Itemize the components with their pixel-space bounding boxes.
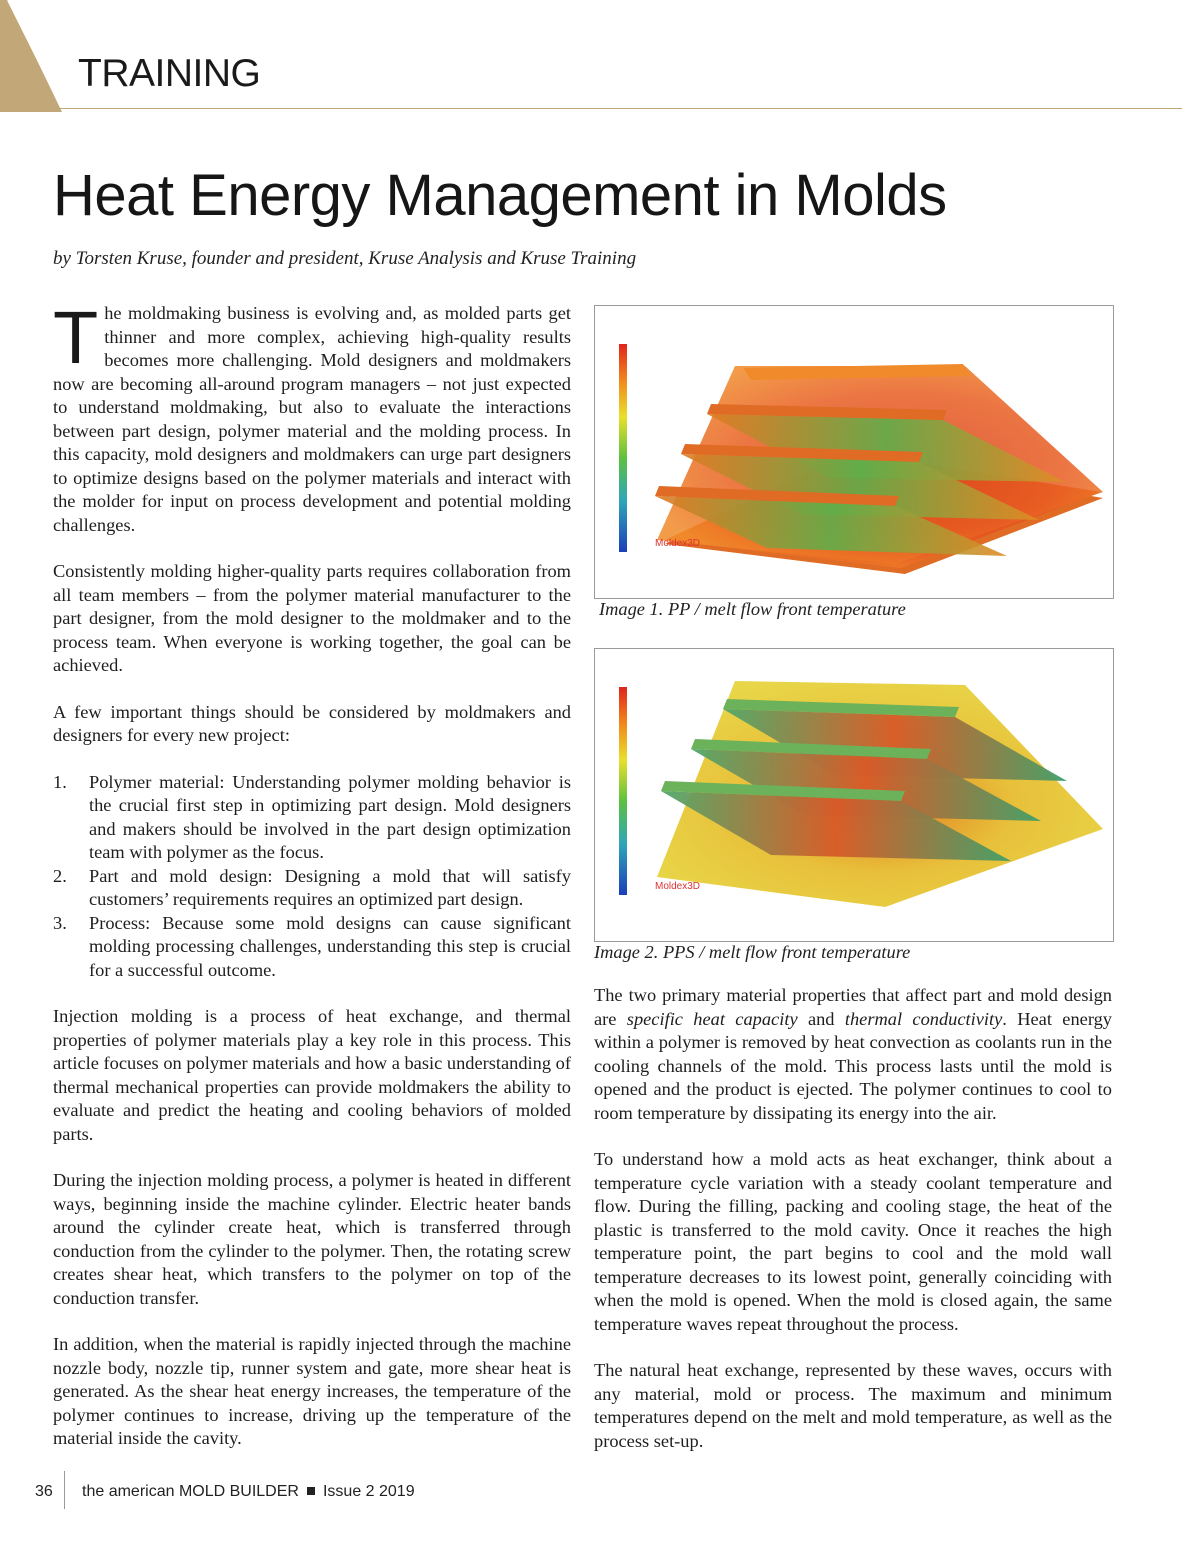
paragraph-collaboration: Consistently molding higher-quality parts requires collaboration from all team members – from the polymer material manufacturer to the part designer, from the mold designer to the moldmaker and to the process team. When everyone is working together, the goal can be achieved.	[53, 561, 571, 675]
paragraph-heat-exchange: Injection molding is a process of heat exchange, and thermal properties of polymer materials play a key role in this process. This article focuses on polymer materials and how a basic understanding of thermal mechanical properties can provide moldmakers the ability to evaluate and predict the heating and cooling behaviors of molded parts.	[53, 1006, 571, 1144]
figure-1-caption: Image 1. PP / melt flow front temperature	[599, 599, 906, 619]
list-number: 3.	[53, 912, 67, 933]
page-number: 36	[35, 1483, 53, 1500]
list-number: 2.	[53, 865, 67, 886]
list-item	[53, 865, 571, 912]
text-run: . Heat energy within a polymer is removed by heat convection as coolants run in the cooling channels of the mold. This process lasts until the mold is opened and the product is ejected. The polymer continues to cool to room temperature by dissipating its energy into the air.	[594, 1008, 1112, 1123]
figure-pp-simulation	[594, 305, 1114, 599]
pp-temperature-plot	[595, 306, 1113, 588]
paragraph-injection-process: During the injection molding process, a polymer is heated in different ways, beginning inside the machine cylinder. Electric heater bands around the cylinder create heat, which is transferred through conduction from the cylinder to the polymer. Then, the rotating screw creates shear heat, which transfers to the polymer on top of the conduction transfer.	[53, 1170, 571, 1308]
list-item	[53, 912, 571, 983]
paragraph-considerations: A few important things should be considered by moldmakers and designers for every new project:	[53, 701, 571, 745]
list-text: Part and mold design: Designing a mold that will satisfy customers’ requirements requires an optimized part design.	[89, 865, 571, 909]
term-specific-heat: specific heat capacity	[626, 1008, 798, 1029]
considerations-list	[53, 771, 571, 983]
color-scale-bar	[619, 344, 627, 552]
drop-cap: T	[53, 296, 99, 379]
figure-pps-simulation	[594, 648, 1114, 942]
byline: by Torsten Kruse, founder and president, Kruse Analysis and Kruse Training	[53, 248, 637, 269]
paragraph-heat-exchanger: To understand how a mold acts as heat exchanger, think about a temperature cycle variation with a steady coolant temperature and flow. During the filling, packing and cooling stage, the heat of the plastic is transferred to the mold cavity. Once it reaches the high temperature point, the part begins to cool and the mold wall temperature decreases to its lowest point, generally coinciding with when the mold is opened. When the mold is closed again, the same temperature waves repeat throughout the process.	[594, 1149, 1112, 1334]
issue-label: Issue 2 2019	[322, 1483, 415, 1500]
paragraph-natural-exchange: The natural heat exchange, represented by these waves, occurs with any material, mold or process. The maximum and minimum temperatures depend on the melt and mold temperature, as well as the process set-up.	[594, 1360, 1112, 1451]
separator-square-icon	[307, 1487, 315, 1495]
header-rule	[58, 108, 1182, 109]
color-scale-bar	[619, 687, 627, 895]
term-thermal-conductivity: thermal conductivity	[844, 1008, 1003, 1029]
right-column	[594, 984, 1112, 1476]
lead-paragraph	[53, 296, 571, 537]
corner-accent-triangle	[0, 0, 70, 112]
paragraph-shear-heat: In addition, when the material is rapidly injected through the machine nozzle body, nozzle tip, runner system and gate, more shear heat is generated. As the shear heat energy increases, the temperature of the polymer continues to increase, driving up the temperature of the material inside the cavity.	[53, 1334, 571, 1448]
list-number: 1.	[53, 771, 67, 792]
text-run: The two primary material properties that affect part and mold design are	[594, 985, 1112, 1029]
publication-info	[82, 1483, 415, 1501]
footer-divider	[64, 1471, 65, 1509]
figure-2-caption: Image 2. PPS / melt flow front temperature	[594, 942, 911, 962]
lead-text: he moldmaking business is evolving and, as molded parts get thinner and more complex, achieving high-quality results becomes more challenging. Mold designers and moldmakers now are becoming all-around program managers – not just expected to understand moldmaking, but also to evaluate the interactions between part design, polymer material and the molding process. In this capacity, mold designers and moldmakers can urge part designers to optimize designs based on the polymer materials and interact with the molder for input on process development and potential molding challenges.	[53, 303, 571, 535]
pps-temperature-plot	[595, 649, 1113, 931]
list-item	[53, 771, 571, 865]
moldex-logo: Moldex3D	[655, 538, 701, 549]
paragraph-material-properties	[594, 984, 1112, 1125]
moldex-logo: Moldex3D	[655, 881, 701, 892]
left-column	[53, 296, 571, 1474]
publication-name: the american MOLD BUILDER	[82, 1483, 299, 1500]
list-text: Process: Because some mold designs can cause significant molding processing challenges, understanding this step is crucial for a successful outcome.	[89, 912, 571, 980]
section-label: TRAINING	[78, 52, 261, 95]
list-text: Polymer material: Understanding polymer molding behavior is the crucial first step in optimizing part design. Mold designers and makers should be involved in the part design optimization team with polymer as the focus.	[89, 771, 571, 862]
text-run: and	[797, 1008, 845, 1029]
article-title: Heat Energy Management in Molds	[53, 163, 947, 228]
